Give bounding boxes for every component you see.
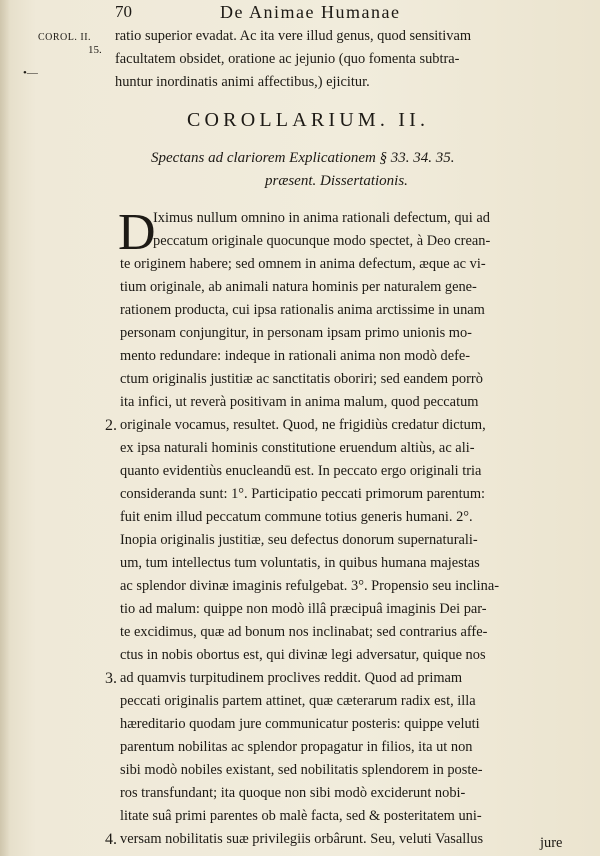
- body-line: te originem habere; sed omnem in anima defectum, æque ac vi-: [120, 256, 486, 272]
- body-line: versam nobilitatis suæ privilegiis orbârunt. Seu, veluti Vasallus: [120, 831, 484, 847]
- body-line: ros transfundant; ita quoque non sibi modò exciderunt nobi-: [120, 785, 466, 801]
- body-line: rationem producta, cui ipsa rationalis anima arctissime in unam: [120, 302, 485, 318]
- intro-line: ratio superior evadat. Ac ita vere illud genus, quod sensitivam: [115, 28, 472, 44]
- catchword: jure: [540, 835, 563, 851]
- body-line: Inopia originalis justitiæ, seu defectus donorum supernaturali-: [120, 532, 478, 548]
- body-line: tio ad malum: quippe non modò illâ præcipuâ imaginis Dei par-: [120, 601, 487, 617]
- body-line: consideranda sunt: 1°. Participatio peccati primorum parentum:: [120, 486, 486, 502]
- body-line: ac splendor divinæ imaginis refulgebat. 3°. Propensio seu inclina-: [120, 578, 500, 594]
- body-line: personam conjungitur, in personam ipsam primo unionis mo-: [120, 325, 472, 341]
- body-line: parentum nobilitas ac splendor propagatur in filios, ita ut non: [120, 739, 473, 755]
- page-header: [115, 2, 585, 22]
- body-line: te excidimus, quæ ad bonum nos inclinabat; sed contrarius affe-: [120, 624, 488, 640]
- margin-note-corollary: COROL. II.: [38, 32, 92, 43]
- running-head: De Animae Humanae: [220, 2, 401, 22]
- body-line: ctum originalis justitiæ ac sanctitatis oboriri; sed eandem porrò: [120, 371, 483, 387]
- body-line: litate suâ primi parentes ob malè facta, sed & posteritatem uni-: [120, 808, 482, 824]
- corollary-subtitle: Spectans ad clariorem Explicationem § 33. 34. 35.: [151, 150, 455, 166]
- body-line: peccati originalis partem attinet, quæ cæterarum radix est, illa: [120, 693, 476, 709]
- body-line: mento redundare: indeque in rationali anima non modò defe-: [120, 348, 471, 364]
- corollary-title: COROLLARIUM. II.: [187, 109, 430, 131]
- body-line: tium originale, ab animali natura hominis per naturalem gene-: [120, 279, 477, 295]
- page-number: 70: [115, 2, 132, 21]
- corollary-subtitle: præsent. Dissertationis.: [265, 173, 408, 189]
- margin-section-number: 4.: [105, 831, 117, 848]
- body-line: quanto evidentiùs enucleandū est. In peccato ergo originali tria: [120, 463, 482, 479]
- body-line: peccatum originale quocunque modo spectet, à Deo crean-: [153, 233, 491, 249]
- body-line: fuit enim illud peccatum commune totius generis humani. 2°.: [120, 509, 473, 525]
- page-gutter-shadow: [0, 0, 10, 856]
- margin-mark-icon: •—: [23, 67, 38, 79]
- body-line: ex ipsa naturali hominis constitutione eruendum altiùs, ac ali-: [120, 440, 475, 456]
- body-line: Iximus nullum omnino in anima rationali defectum, qui ad: [153, 210, 490, 226]
- margin-section-number: 3.: [105, 670, 117, 687]
- body-line: ad quamvis turpitudinem proclives reddit. Quod ad primam: [120, 670, 463, 686]
- body-line: hæreditario quodam jure communicatur posteris: quippe veluti: [120, 716, 480, 732]
- body-line: ctus in nobis obortus est, qui divinæ legi adversatur, quique nos: [120, 647, 486, 663]
- intro-line: facultatem obsidet, oratione ac jejunio (quo fomenta subtra-: [115, 51, 460, 67]
- drop-cap: D: [118, 204, 156, 261]
- margin-note-number: 15.: [88, 44, 102, 56]
- body-line: ita infici, ut reverà positivam in anima malum, quod peccatum: [120, 394, 479, 410]
- body-line: sibi modò nobiles existant, sed nobilitatis splendorem in poste-: [120, 762, 483, 778]
- intro-line: huntur inordinatis animi affectibus,) ejicitur.: [115, 74, 370, 90]
- body-line: originale vocamus, resultet. Quod, ne frigidiùs credatur dictum,: [120, 417, 486, 433]
- body-line: um, tum intellectus tum voluntatis, in quibus humana majestas: [120, 555, 480, 571]
- margin-section-number: 2.: [105, 417, 117, 434]
